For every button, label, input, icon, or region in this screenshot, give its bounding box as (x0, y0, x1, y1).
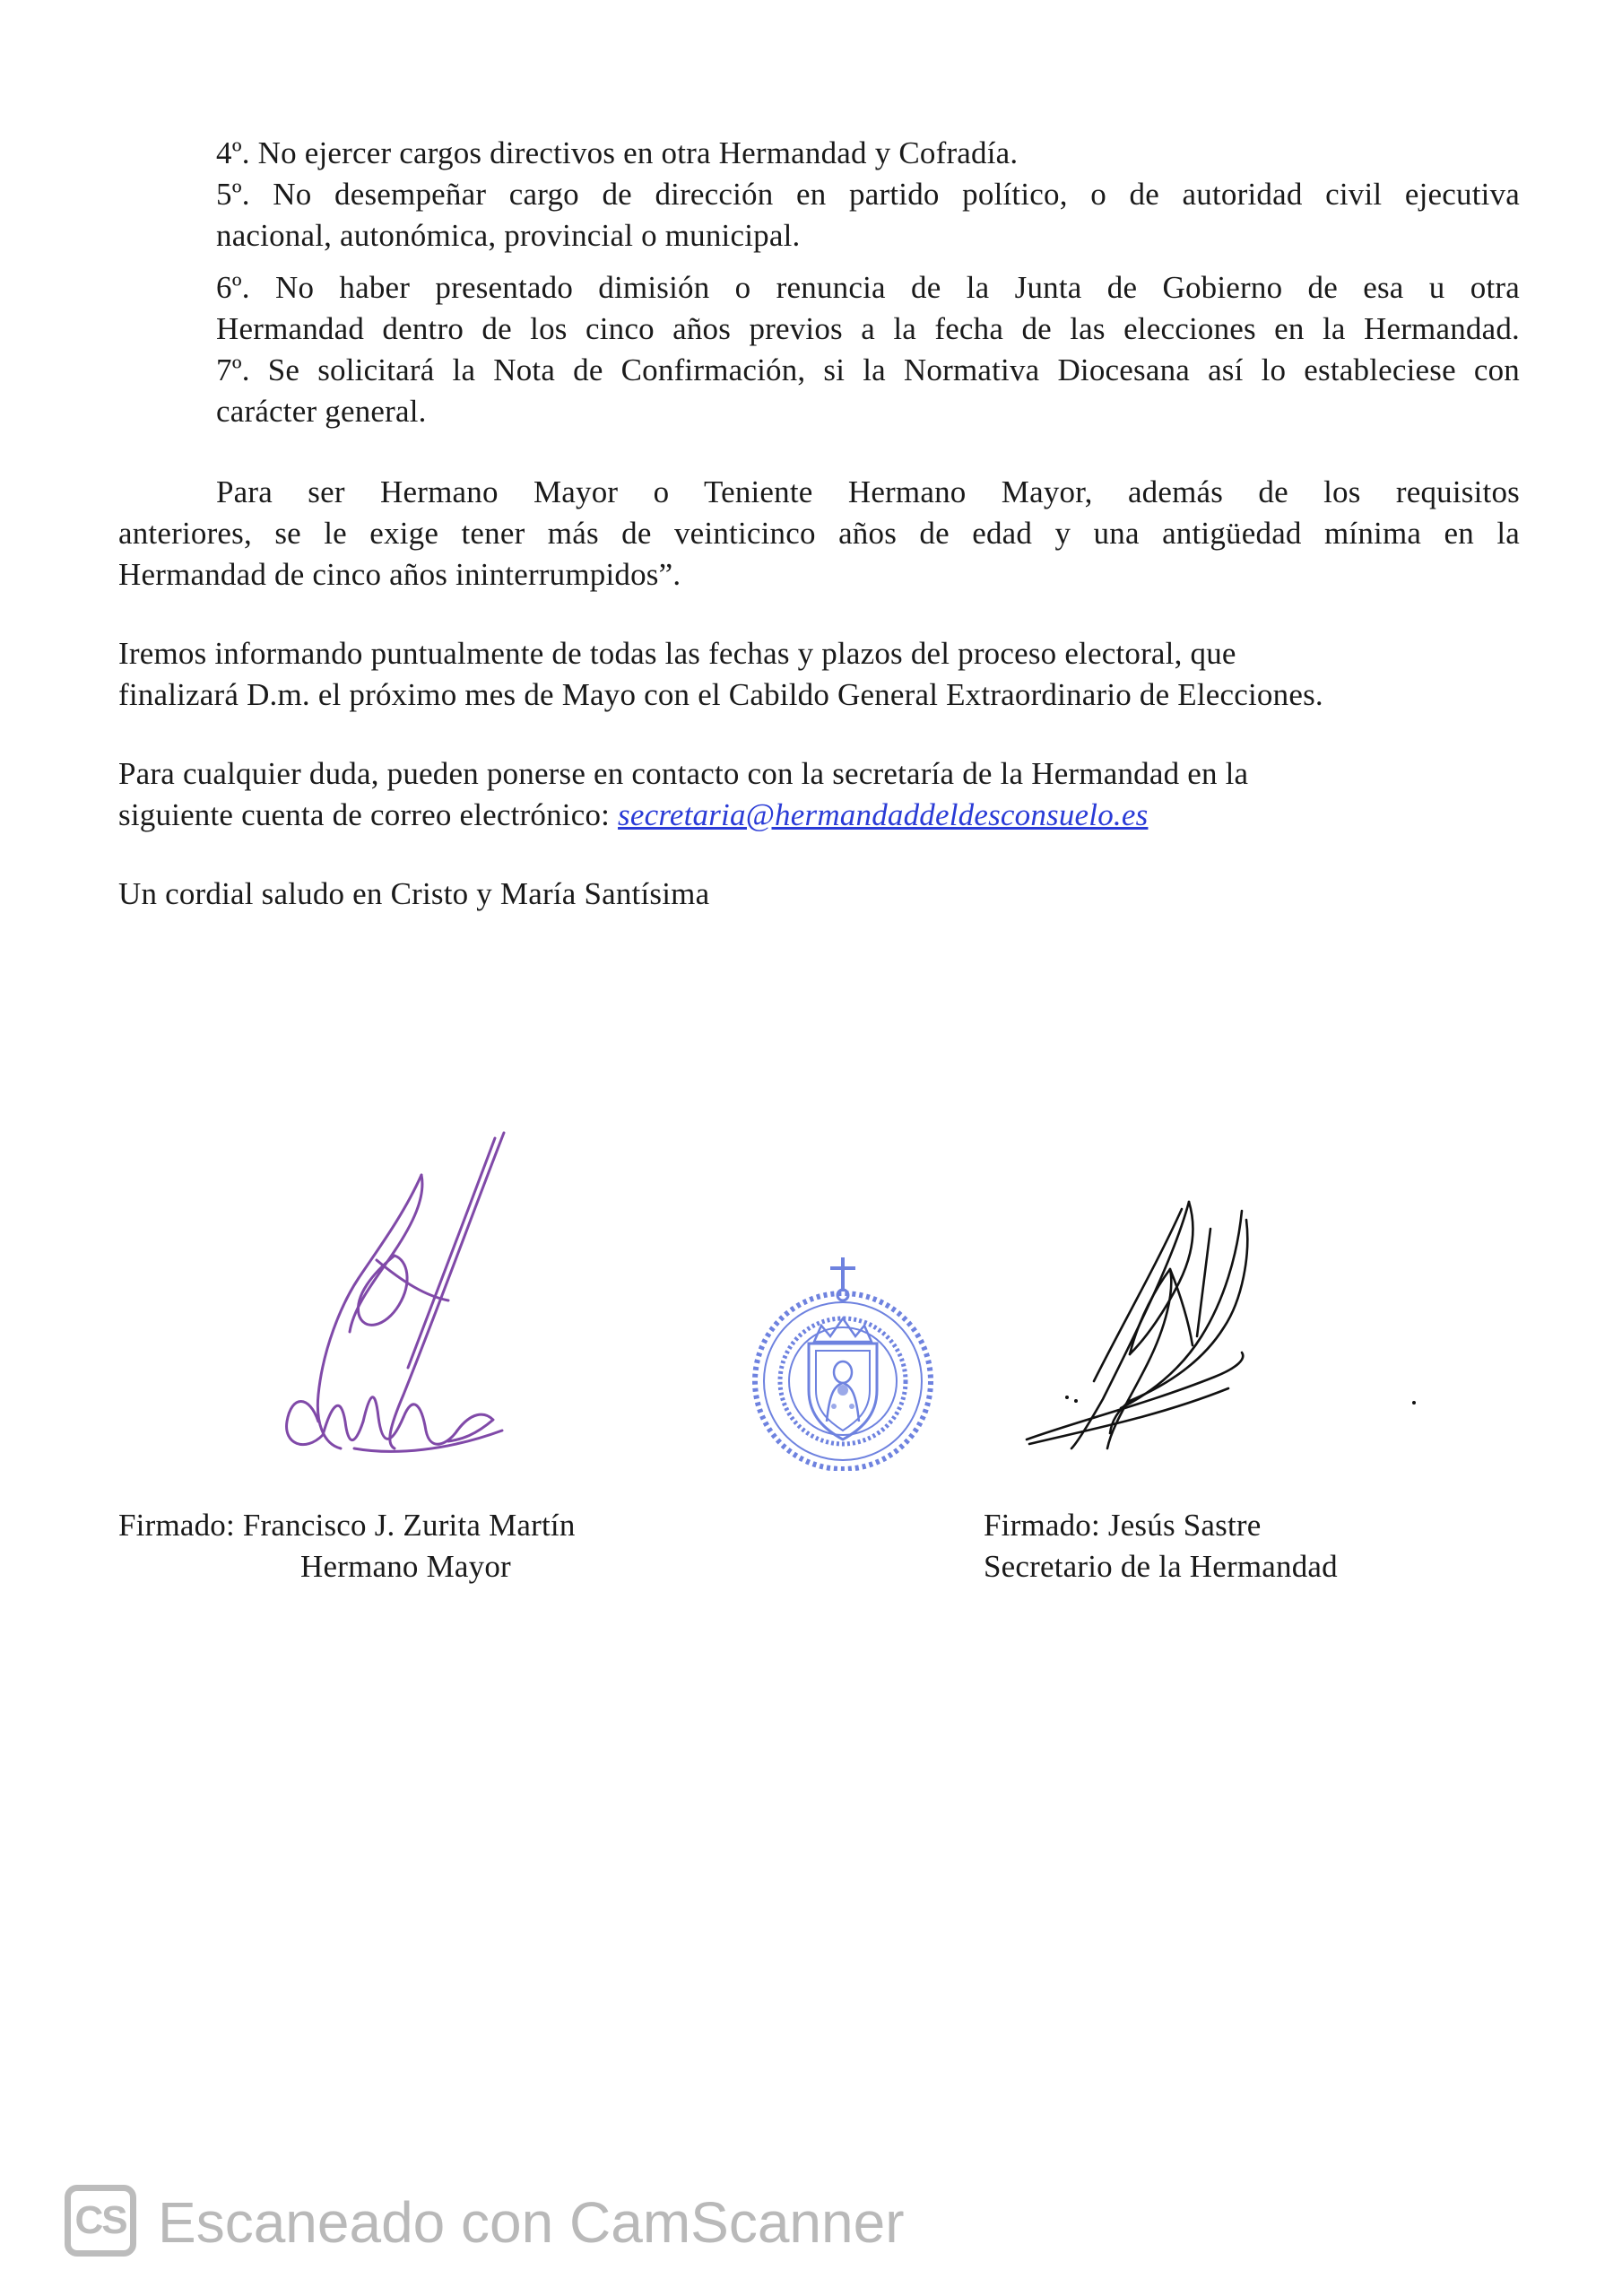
camscanner-logo-icon: CS (65, 2185, 136, 2257)
contact-paragraph-line2 (118, 795, 1148, 836)
requirement-5-line1: 5º. No desempeñar cargo de dirección en partido político, o de autoridad civil ejecutiva (216, 177, 1520, 212)
right-signer-role: Secretario de la Hermandad (984, 1549, 1338, 1584)
right-signer-name: Firmado: Jesús Sastre (984, 1508, 1262, 1543)
info-paragraph-line2: finalizará D.m. el próximo mes de Mayo con el Cabildo General Extraordinario de Elecciones. (118, 677, 1323, 712)
contact-paragraph-line1: Para cualquier duda, pueden ponerse en contacto con la secretaría de la Hermandad en la (118, 756, 1249, 791)
left-signer-name: Firmado: Francisco J. Zurita Martín (118, 1508, 576, 1543)
requirement-5-line2: nacional, autonómica, provincial o municipal. (216, 218, 801, 253)
contact-email-link[interactable]: secretaria@hermandaddeldesconsuelo.es (618, 797, 1149, 832)
requirement-7-line2: carácter general. (216, 394, 427, 429)
left-signature (269, 1126, 529, 1466)
contact-prefix: siguiente cuenta de correo electrónico: (118, 797, 619, 832)
info-paragraph-line1: Iremos informando puntualmente de todas las fechas y plazos del proceso electoral, que (118, 636, 1236, 671)
left-signer-role: Hermano Mayor (300, 1549, 511, 1584)
requirement-6-line2: Hermandad dentro de los cinco años previos a la fecha de las elecciones en la Hermandad. (216, 311, 1520, 346)
closing-greeting: Un cordial saludo en Cristo y María Santísima (118, 876, 710, 911)
ink-dot (1411, 1400, 1417, 1405)
requirement-6-line1: 6º. No haber presentado dimisión o renuncia de la Junta de Gobierno de esa u otra (216, 270, 1520, 305)
right-signature (1022, 1193, 1291, 1462)
mayor-paragraph-line3: Hermandad de cinco años ininterrumpidos”. (118, 557, 681, 592)
requirement-4: 4º. No ejercer cargos directivos en otra Hermandad y Cofradía. (216, 135, 1019, 170)
requirement-7-line1: 7º. Se solicitará la Nota de Confirmación, si la Normativa Diocesana así lo estableciese con (216, 352, 1520, 387)
mayor-paragraph-line2: anteriores, se le exige tener más de veinticinco años de edad y una antigüedad mínima en la (118, 516, 1520, 551)
hermandad-seal (744, 1256, 941, 1471)
camscanner-caption: Escaneado con CamScanner (158, 2190, 905, 2255)
mayor-paragraph-line1: Para ser Hermano Mayor o Teniente Hermano Mayor, además de los requisitos (216, 474, 1520, 509)
